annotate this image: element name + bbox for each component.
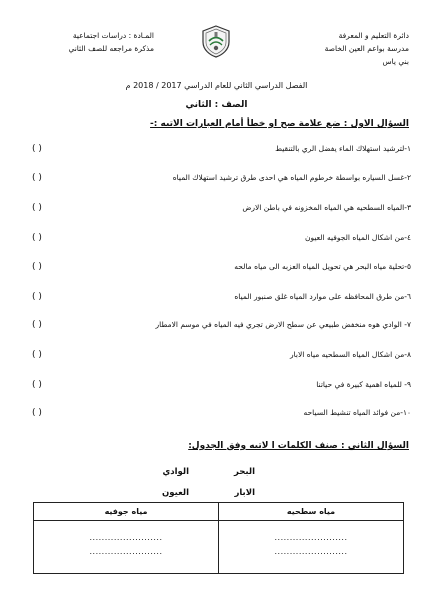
- q1-item-2: [26, 173, 411, 187]
- q1-item-text: ٨-من اشكال المياه السطحيه مياه الابار: [290, 350, 411, 359]
- question2-title: السؤال الثاني : صنف الكلمات ا لاتيه وفق الجدول:: [188, 441, 409, 451]
- answer-line[interactable]: ........................: [274, 533, 348, 542]
- header-subject: [24, 29, 154, 55]
- semester-line: الفصل الدراسي الثاني للعام الدراسي 2017 / 2018 م: [125, 81, 308, 90]
- header-surface-water: مياه سطحيه: [219, 503, 404, 521]
- q1-item-9: [26, 380, 411, 394]
- grade-line: الصف : الثاني: [185, 100, 248, 110]
- q1-item-text: ١-لترشيد استهلاك الماء يفضل الري بالتنقيط: [275, 144, 411, 153]
- answer-line[interactable]: ........................: [89, 547, 163, 556]
- q1-item-6: [26, 292, 411, 306]
- q1-item-1: [26, 144, 411, 158]
- header-school: مدرسة بواعم العين الخاصة: [324, 44, 409, 53]
- q1-item-text: ٩- للمياه اهمية كبيرة في حياتنا: [316, 380, 411, 389]
- answer-parentheses[interactable]: ( ): [32, 262, 42, 272]
- groundwater-answers[interactable]: [34, 521, 219, 574]
- header-institution: [269, 29, 409, 68]
- answer-parentheses[interactable]: ( ): [32, 350, 42, 360]
- header-subject-line: المـادة : دراسات اجتماعية: [72, 31, 154, 40]
- q1-item-text: ٢-غسل السياره بواسطة خرطوم المياه هي احدى طرق ترشيد استهلاك المياه: [172, 173, 411, 182]
- q1-item-text: ٦-من طرق المحافظه على موارد المياه غلق صنبور المياه: [234, 292, 411, 301]
- q1-item-text: ١٠-من فوائد المياه تنشيط السياحه: [303, 408, 411, 417]
- answer-line[interactable]: ........................: [89, 533, 163, 542]
- q1-item-3: [26, 203, 411, 217]
- q1-item-5: [26, 262, 411, 276]
- q1-item-text: ٤-من اشكال المياه الجوفيه العيون: [304, 233, 411, 242]
- word-valley: الوادي: [162, 467, 189, 477]
- answer-parentheses[interactable]: ( ): [32, 380, 42, 390]
- q1-item-10: [26, 408, 411, 422]
- answer-line[interactable]: ........................: [274, 547, 348, 556]
- header-groundwater: مياه جوفيه: [34, 503, 219, 521]
- header-department: دائرة التعليم و المعرفة: [338, 31, 409, 40]
- q1-item-4: [26, 233, 411, 247]
- word-wells: الابار: [234, 488, 255, 498]
- question1-title: السؤال الاول : ضع علامة صح او خطأ أمام العبارات الاتيه :-: [150, 119, 409, 129]
- header-location: بني ياس: [382, 57, 409, 66]
- word-springs: العيون: [162, 488, 189, 498]
- answer-parentheses[interactable]: ( ): [32, 292, 42, 302]
- answer-parentheses[interactable]: ( ): [32, 144, 42, 154]
- q1-item-7: [26, 320, 411, 334]
- header-review-line: مذكرة مراجعه للصف الثاني: [68, 44, 154, 53]
- answer-parentheses[interactable]: ( ): [32, 203, 42, 213]
- q1-item-8: [26, 350, 411, 364]
- answer-parentheses[interactable]: ( ): [32, 233, 42, 243]
- q1-item-text: ٣-المياه السطحيه هي المياه المخزونه في باطن الارض: [242, 203, 411, 212]
- answer-parentheses[interactable]: ( ): [32, 408, 42, 418]
- q1-item-text: ٥-تحلية مياه البحر هي تحويل المياه العزبه الى مياه مالحه: [234, 262, 411, 271]
- surface-water-answers[interactable]: [219, 521, 404, 574]
- school-crest-logo: [199, 24, 233, 58]
- classification-table: [33, 502, 404, 574]
- answer-parentheses[interactable]: ( ): [32, 320, 42, 330]
- answer-parentheses[interactable]: ( ): [32, 173, 42, 183]
- q1-item-text: ٧- الوادي هوه منخفض طبيعي عن سطح الارض تجري فيه المياه في موسم الامطار: [155, 320, 411, 329]
- word-sea: البحر: [234, 467, 255, 477]
